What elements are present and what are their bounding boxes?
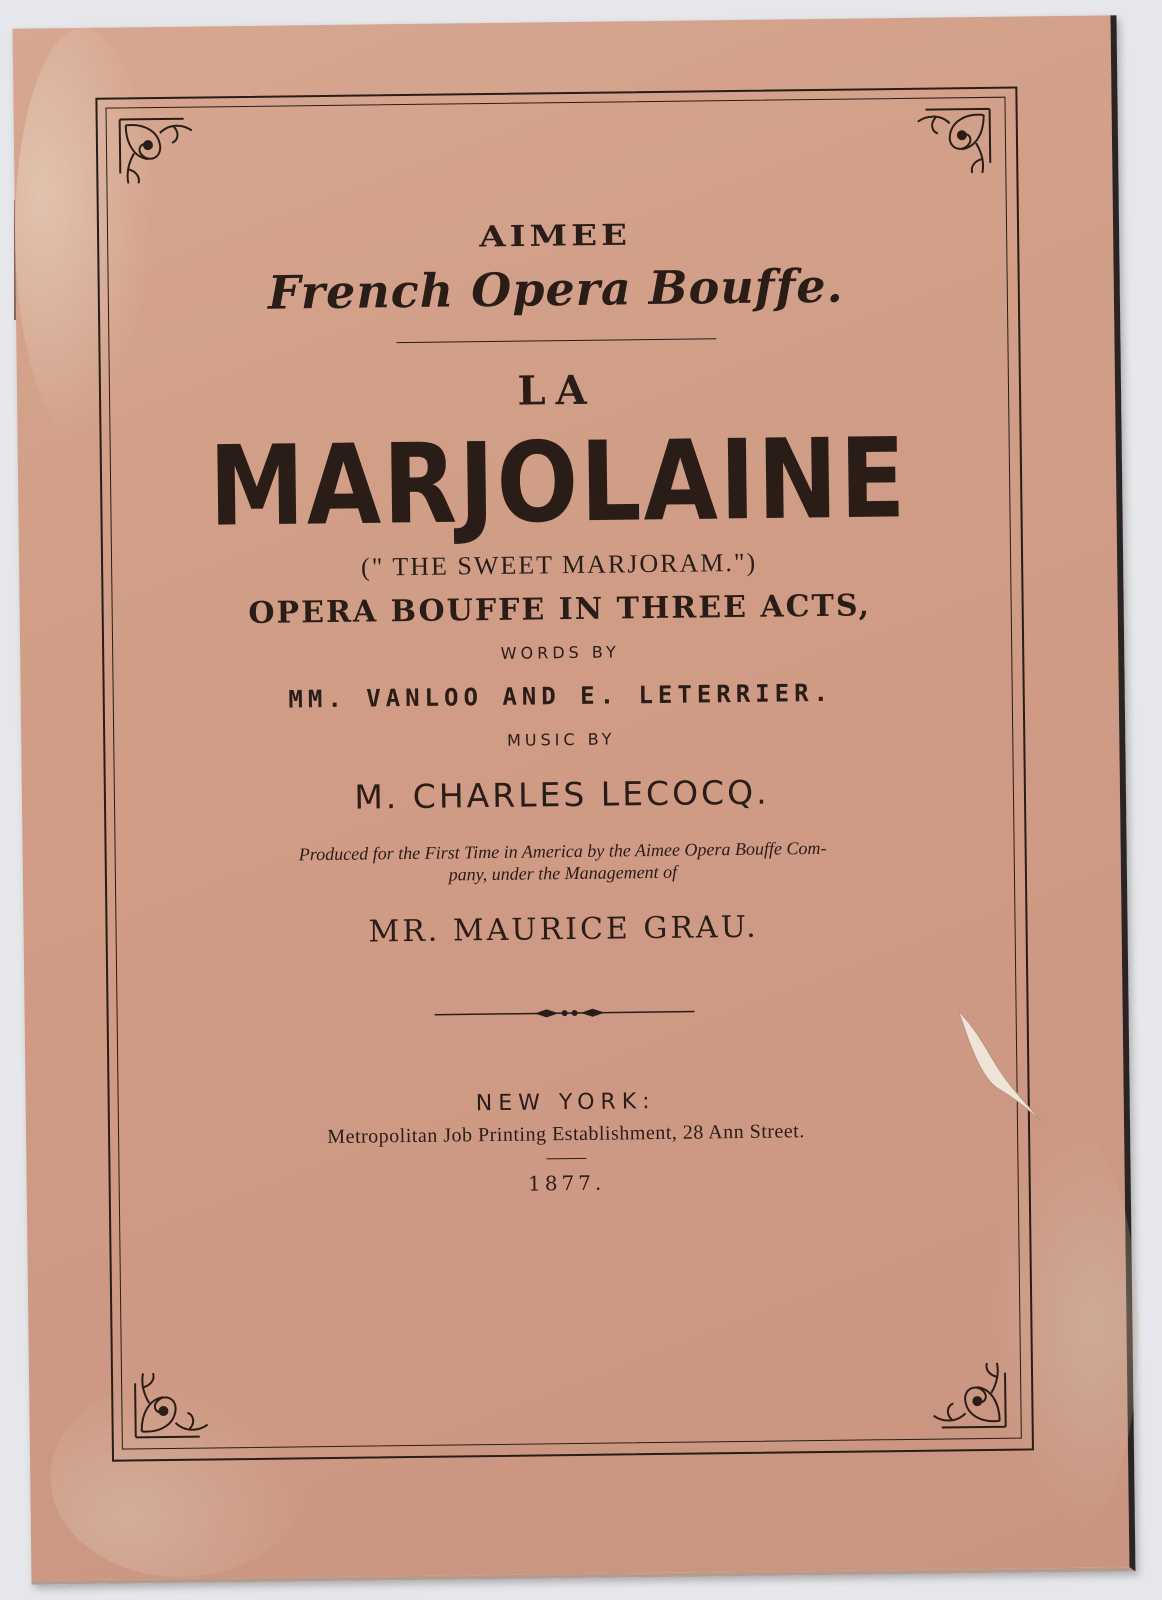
ornamental-divider <box>435 1006 695 1021</box>
librettists: MM. VANLOO AND E. LETERRIER. <box>288 678 834 714</box>
genre-line: OPERA BOUFFE IN THREE ACTS, <box>248 588 872 631</box>
publisher-line: AIMEE <box>479 218 632 255</box>
paper-tear <box>955 1006 1046 1127</box>
words-by-label: WORDS BY <box>500 642 620 663</box>
production-note-line-2: pany, under the Management of <box>448 861 678 885</box>
title-article: LA <box>517 366 597 415</box>
city: NEW YORK: <box>475 1089 656 1117</box>
small-divider <box>546 1158 586 1159</box>
divider-rule <box>396 338 716 343</box>
corner-ornament-bottom-right <box>915 1353 1012 1434</box>
composer: M. CHARLES LECOCQ. <box>354 772 770 817</box>
corner-ornament-bottom-left <box>129 1362 226 1443</box>
main-title: MARJOLAINE <box>208 413 908 552</box>
company-name: French Opera Bouffe. <box>267 258 844 320</box>
subtitle: (" THE SWEET MARJORAM.") <box>360 547 758 582</box>
publication-year: 1877. <box>527 1170 606 1196</box>
booklet-cover <box>13 15 1136 1584</box>
title-page-text <box>109 117 1012 1201</box>
music-by-label: MUSIC BY <box>506 729 616 750</box>
manager-name: MR. MAURICE GRAU. <box>368 909 759 950</box>
printer-line: Metropolitan Job Printing Establishment, 28 Ann Street. <box>327 1120 805 1149</box>
production-note <box>168 835 958 889</box>
production-note-line-1: Produced for the First Time in America by the Aimee Opera Bouffe Com- <box>298 837 827 865</box>
